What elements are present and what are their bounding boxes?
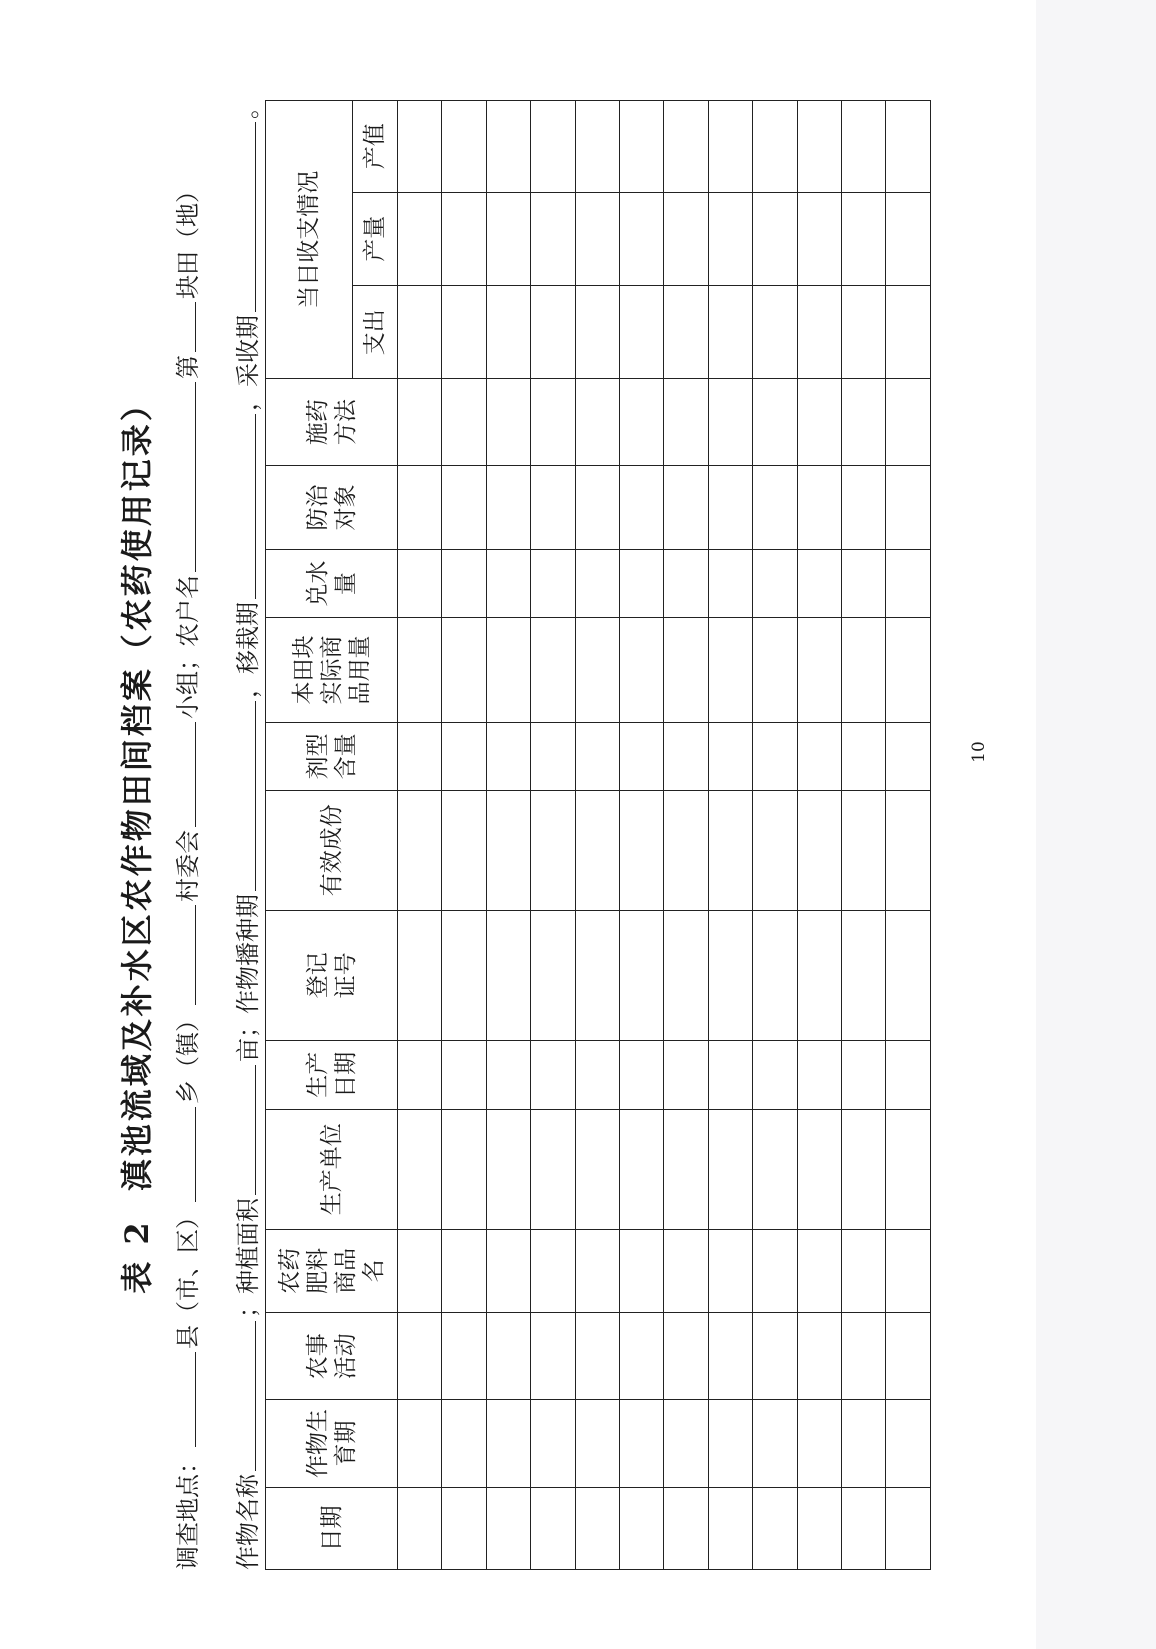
table-cell[interactable]: [797, 910, 841, 1040]
table-cell[interactable]: [531, 101, 575, 193]
table-cell[interactable]: [398, 379, 442, 465]
table-cell[interactable]: [442, 192, 486, 285]
table-cell[interactable]: [575, 285, 619, 378]
table-cell[interactable]: [398, 1109, 442, 1229]
table-cell[interactable]: [619, 550, 663, 618]
table-cell[interactable]: [486, 1229, 530, 1312]
table-cell[interactable]: [531, 285, 575, 378]
table-cell[interactable]: [886, 1229, 930, 1312]
table-cell[interactable]: [841, 790, 885, 910]
header-water-amount: 兑水量: [266, 550, 398, 618]
table-cell[interactable]: [575, 550, 619, 618]
table-row: [753, 101, 797, 1570]
table-row: [664, 101, 708, 1570]
table-cell[interactable]: [442, 1109, 486, 1229]
table-cell[interactable]: [486, 465, 530, 549]
table-cell[interactable]: [886, 1400, 930, 1487]
table-row: [619, 101, 663, 1570]
table-cell[interactable]: [753, 101, 797, 193]
table-cell[interactable]: [398, 790, 442, 910]
table-cell[interactable]: [753, 790, 797, 910]
harvest-blank[interactable]: [233, 122, 256, 312]
table-cell[interactable]: [708, 285, 752, 378]
table-cell[interactable]: [486, 910, 530, 1040]
header-registration-no: 登记证号: [266, 910, 398, 1040]
table-cell[interactable]: [664, 618, 708, 723]
header-date: 日期: [266, 1487, 398, 1569]
table-cell[interactable]: [841, 1400, 885, 1487]
table-cell[interactable]: [664, 1040, 708, 1109]
table-cell[interactable]: [531, 790, 575, 910]
table-cell[interactable]: [531, 379, 575, 465]
table-cell[interactable]: [753, 465, 797, 549]
page-number: 10: [968, 741, 989, 763]
table-cell[interactable]: [619, 1487, 663, 1569]
table-cell[interactable]: [531, 722, 575, 790]
location-line: [168, 179, 203, 1570]
table-cell[interactable]: [442, 618, 486, 723]
crop-label: 作物名称: [234, 1474, 262, 1570]
table-cell[interactable]: [575, 618, 619, 723]
table-cell[interactable]: [886, 192, 930, 285]
table-cell[interactable]: [531, 1313, 575, 1400]
table-cell[interactable]: [886, 285, 930, 378]
table-cell[interactable]: [664, 1229, 708, 1312]
table-cell[interactable]: [753, 285, 797, 378]
title-text: 滇池流域及补水区农作物田间档案（农药使用记录）: [118, 386, 156, 1192]
pesticide-record-table: [265, 100, 931, 1570]
table-cell[interactable]: [886, 1313, 930, 1400]
table-cell[interactable]: [708, 1229, 752, 1312]
table-cell[interactable]: [664, 465, 708, 549]
table-row: [575, 101, 619, 1570]
table-cell[interactable]: [797, 618, 841, 723]
table-cell[interactable]: [797, 1487, 841, 1569]
table-cell[interactable]: [886, 101, 930, 193]
table-cell[interactable]: [797, 285, 841, 378]
group-label: 小组；农户名: [174, 575, 202, 719]
table-cell[interactable]: [486, 1400, 530, 1487]
table-cell[interactable]: [797, 379, 841, 465]
table-cell[interactable]: [797, 1109, 841, 1229]
table-cell[interactable]: [708, 101, 752, 193]
table-cell[interactable]: [442, 379, 486, 465]
table-cell[interactable]: [486, 790, 530, 910]
table-cell[interactable]: [841, 722, 885, 790]
plot-suffix: 块田（地）: [174, 179, 202, 299]
table-cell[interactable]: [886, 550, 930, 618]
table-cell[interactable]: [619, 1229, 663, 1312]
table-cell[interactable]: [708, 379, 752, 465]
sowing-blank[interactable]: [233, 701, 256, 891]
table-cell[interactable]: [619, 910, 663, 1040]
table-cell[interactable]: [708, 1400, 752, 1487]
table-cell[interactable]: [753, 379, 797, 465]
table-cell[interactable]: [753, 1109, 797, 1229]
table-cell[interactable]: [442, 1229, 486, 1312]
harvest-label: ，采收期: [234, 315, 262, 411]
table-cell[interactable]: [664, 101, 708, 193]
table-cell[interactable]: [797, 790, 841, 910]
table-row: [886, 101, 930, 1570]
table-cell[interactable]: [841, 101, 885, 193]
table-cell[interactable]: [841, 1109, 885, 1229]
table-cell[interactable]: [619, 618, 663, 723]
table-cell[interactable]: [531, 910, 575, 1040]
table-cell[interactable]: [575, 192, 619, 285]
table-cell[interactable]: [442, 285, 486, 378]
table-cell[interactable]: [841, 1040, 885, 1109]
table-row: [442, 101, 486, 1570]
table-cell[interactable]: [619, 379, 663, 465]
table-cell[interactable]: [486, 1109, 530, 1229]
table-cell[interactable]: [664, 1313, 708, 1400]
table-cell[interactable]: [619, 465, 663, 549]
table-cell[interactable]: [531, 192, 575, 285]
crop-blank[interactable]: [233, 1321, 256, 1471]
table-cell[interactable]: [797, 1229, 841, 1312]
table-cell[interactable]: [531, 550, 575, 618]
table-cell[interactable]: [841, 379, 885, 465]
table-row: [841, 101, 885, 1570]
table-row: [486, 101, 530, 1570]
table-row: [398, 101, 442, 1570]
table-cell[interactable]: [398, 1487, 442, 1569]
county-label: 县（市、区）: [174, 1205, 202, 1349]
table-cell[interactable]: [664, 192, 708, 285]
table-cell[interactable]: [575, 1487, 619, 1569]
table-cell[interactable]: [575, 379, 619, 465]
form-title: [112, 90, 158, 1590]
table-cell[interactable]: [619, 1109, 663, 1229]
table-cell[interactable]: [398, 101, 442, 193]
header-output-value: 产值: [353, 101, 398, 193]
table-cell[interactable]: [575, 465, 619, 549]
table-cell[interactable]: [797, 722, 841, 790]
table-cell[interactable]: [708, 192, 752, 285]
table-cell[interactable]: [575, 1400, 619, 1487]
table-cell[interactable]: [708, 550, 752, 618]
table-cell[interactable]: [531, 618, 575, 723]
table-cell[interactable]: [442, 722, 486, 790]
table-cell[interactable]: [886, 618, 930, 723]
header-expense: 支出: [353, 285, 398, 378]
title-number: 表 2: [118, 1219, 156, 1294]
table-cell[interactable]: [398, 722, 442, 790]
table-cell[interactable]: [708, 910, 752, 1040]
table-body: [398, 101, 931, 1570]
header-growth-stage: 作物生育期: [266, 1400, 398, 1487]
table-cell[interactable]: [442, 1400, 486, 1487]
table-cell[interactable]: [886, 790, 930, 910]
table-cell[interactable]: [575, 1313, 619, 1400]
table-cell[interactable]: [575, 910, 619, 1040]
table-cell[interactable]: [531, 1229, 575, 1312]
table-cell[interactable]: [442, 1040, 486, 1109]
table-cell[interactable]: [753, 1229, 797, 1312]
table-cell[interactable]: [708, 1109, 752, 1229]
table-cell[interactable]: [664, 910, 708, 1040]
table-cell[interactable]: [708, 790, 752, 910]
table-cell[interactable]: [797, 1040, 841, 1109]
header-production-date: 生产日期: [266, 1040, 398, 1109]
table-cell[interactable]: [531, 1109, 575, 1229]
table-cell[interactable]: [841, 910, 885, 1040]
table-cell[interactable]: [797, 1400, 841, 1487]
table-cell[interactable]: [442, 1487, 486, 1569]
table-cell[interactable]: [841, 550, 885, 618]
table-cell[interactable]: [841, 1229, 885, 1312]
table-cell[interactable]: [398, 618, 442, 723]
table-cell[interactable]: [619, 1040, 663, 1109]
table-cell[interactable]: [664, 722, 708, 790]
table-cell[interactable]: [398, 192, 442, 285]
table-cell[interactable]: [575, 722, 619, 790]
table-cell[interactable]: [886, 379, 930, 465]
table-cell[interactable]: [664, 1487, 708, 1569]
header-formulation: 剂型含量: [266, 722, 398, 790]
table-cell[interactable]: [575, 790, 619, 910]
table-cell[interactable]: [531, 1487, 575, 1569]
township-blank[interactable]: [173, 1107, 196, 1202]
table-cell[interactable]: [398, 910, 442, 1040]
area-label: ；种植面积: [234, 1198, 262, 1318]
table-cell[interactable]: [619, 722, 663, 790]
table-cell[interactable]: [664, 285, 708, 378]
table-cell[interactable]: [886, 1487, 930, 1569]
table-cell[interactable]: [753, 618, 797, 723]
table-cell[interactable]: [708, 465, 752, 549]
table-cell[interactable]: [841, 192, 885, 285]
table-cell[interactable]: [531, 1400, 575, 1487]
table-cell[interactable]: [708, 1487, 752, 1569]
header-actual-usage: 本田块实际商品用量: [266, 618, 398, 723]
plot-blank[interactable]: [173, 302, 196, 352]
table-cell[interactable]: [442, 910, 486, 1040]
table-cell[interactable]: [886, 722, 930, 790]
location-label: 调查地点：: [174, 1450, 202, 1570]
transplant-blank[interactable]: [233, 414, 256, 599]
header-target: 防治对象: [266, 465, 398, 549]
table-cell[interactable]: [708, 1040, 752, 1109]
group-blank[interactable]: [173, 722, 196, 827]
plot-prefix: 第: [174, 355, 202, 379]
table-cell[interactable]: [486, 285, 530, 378]
table-cell[interactable]: [886, 1109, 930, 1229]
header-manufacturer: 生产单位: [266, 1109, 398, 1229]
table-cell[interactable]: [664, 550, 708, 618]
table-cell[interactable]: [753, 1313, 797, 1400]
table-cell[interactable]: [442, 790, 486, 910]
table-cell[interactable]: [797, 465, 841, 549]
table-cell[interactable]: [708, 1313, 752, 1400]
table-cell[interactable]: [398, 1313, 442, 1400]
header-farm-activity: 农事活动: [266, 1313, 398, 1400]
table-cell[interactable]: [753, 910, 797, 1040]
table-cell[interactable]: [753, 1040, 797, 1109]
table-cell[interactable]: [886, 465, 930, 549]
table-row: [708, 101, 752, 1570]
table-cell[interactable]: [753, 722, 797, 790]
county-blank[interactable]: [173, 1352, 196, 1447]
header-method: 施药方法: [266, 379, 398, 465]
table-cell[interactable]: [619, 1313, 663, 1400]
table-cell[interactable]: [753, 192, 797, 285]
header-product-name: 农药肥料商品名: [266, 1229, 398, 1312]
table-cell[interactable]: [619, 101, 663, 193]
table-cell[interactable]: [442, 465, 486, 549]
table-cell[interactable]: [486, 1313, 530, 1400]
table-row: [797, 101, 841, 1570]
table-cell[interactable]: [398, 550, 442, 618]
table-cell[interactable]: [486, 1040, 530, 1109]
table-cell[interactable]: [619, 285, 663, 378]
table-cell[interactable]: [398, 1400, 442, 1487]
header-active-ingredient: 有效成份: [266, 790, 398, 910]
township-label: 乡（镇）: [174, 1008, 202, 1104]
farmer-blank[interactable]: [173, 382, 196, 572]
table-cell[interactable]: [442, 101, 486, 193]
table-cell[interactable]: [664, 379, 708, 465]
table-cell[interactable]: [664, 1109, 708, 1229]
village-blank[interactable]: [173, 905, 196, 1005]
header-daily-finance: 当日收支情况: [266, 101, 353, 379]
area-blank[interactable]: [233, 1065, 256, 1195]
table-cell[interactable]: [575, 1040, 619, 1109]
table-cell[interactable]: [619, 192, 663, 285]
table-cell[interactable]: [841, 1487, 885, 1569]
table-cell[interactable]: [486, 618, 530, 723]
table-cell[interactable]: [841, 465, 885, 549]
table-cell[interactable]: [442, 550, 486, 618]
table-cell[interactable]: [398, 1040, 442, 1109]
table-cell[interactable]: [398, 1229, 442, 1312]
table-cell[interactable]: [841, 618, 885, 723]
table-row: [531, 101, 575, 1570]
table-cell[interactable]: [575, 101, 619, 193]
area-unit: 亩；作物播种期: [234, 894, 262, 1062]
table-cell[interactable]: [841, 1313, 885, 1400]
table-cell[interactable]: [486, 379, 530, 465]
table-cell[interactable]: [575, 1109, 619, 1229]
table-cell[interactable]: [531, 1040, 575, 1109]
end-mark: 。: [234, 95, 262, 119]
table-cell[interactable]: [486, 550, 530, 618]
table-cell[interactable]: [886, 1040, 930, 1109]
table-cell[interactable]: [664, 790, 708, 910]
table-cell[interactable]: [575, 1229, 619, 1312]
table-cell[interactable]: [486, 1487, 530, 1569]
table-cell[interactable]: [708, 722, 752, 790]
table-cell[interactable]: [486, 192, 530, 285]
rotated-form: [100, 90, 1100, 1590]
table-cell[interactable]: [619, 790, 663, 910]
table-cell[interactable]: [664, 1400, 708, 1487]
table-cell[interactable]: [753, 550, 797, 618]
table-cell[interactable]: [486, 101, 530, 193]
table-cell[interactable]: [398, 285, 442, 378]
table-cell[interactable]: [797, 1313, 841, 1400]
header-yield: 产量: [353, 192, 398, 285]
table-cell[interactable]: [442, 1313, 486, 1400]
table-cell[interactable]: [753, 1487, 797, 1569]
table-cell[interactable]: [797, 192, 841, 285]
table-cell[interactable]: [708, 618, 752, 723]
table-cell[interactable]: [797, 550, 841, 618]
table-cell[interactable]: [531, 465, 575, 549]
table-cell[interactable]: [398, 465, 442, 549]
table-cell[interactable]: [753, 1400, 797, 1487]
transplant-label: ，移栽期: [234, 602, 262, 698]
table-cell[interactable]: [797, 101, 841, 193]
table-cell[interactable]: [486, 722, 530, 790]
table-cell[interactable]: [841, 285, 885, 378]
table-cell[interactable]: [886, 910, 930, 1040]
crop-line: [228, 95, 263, 1570]
village-label: 村委会: [174, 830, 202, 902]
table-cell[interactable]: [619, 1400, 663, 1487]
